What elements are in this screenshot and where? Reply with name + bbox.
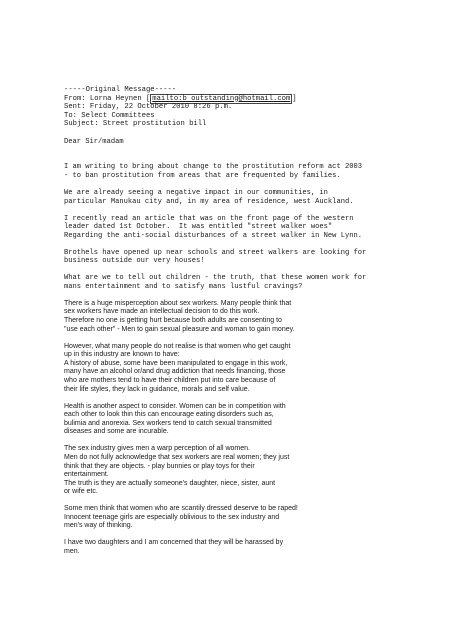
paragraph-line: Some men think that women who are scantily dressed deserve to be raped! <box>64 505 298 513</box>
paragraph <box>64 163 436 180</box>
to-line: To: Select Committees <box>64 111 155 120</box>
paragraph <box>64 189 436 206</box>
paragraph <box>64 274 436 291</box>
from-suffix: ] <box>292 94 297 103</box>
paragraph-line: Men do not fully acknowledge that sex workers are real women; they just <box>64 453 290 461</box>
paragraph-line: bulimia and anorexia. Sex workers tend to catch sexual transmitted <box>64 419 272 427</box>
paragraph-line: each other to look thin this can encourage eating disorders such as, <box>64 411 274 419</box>
from-prefix: From: Lorna Heynen [ <box>64 94 151 103</box>
paragraph-line: There is a huge misperception about sex workers. Many people think that <box>64 299 292 307</box>
paragraph-line: Regarding the anti-social disturbances of a street walker in New Lynn. <box>64 231 362 240</box>
paragraph-line: business outside our very houses! <box>64 257 205 266</box>
paragraph-line: I am writing to bring about change to the prostitution reform act 2003 <box>64 163 362 172</box>
paragraph <box>64 300 436 334</box>
sender-email-link[interactable]: mailto:b outstanding@hotmail.com <box>152 94 291 103</box>
paragraph <box>64 505 436 531</box>
paragraph <box>64 249 436 266</box>
paragraph-line: "use each other" - Men to gain sexual pleasure and woman to gain money. <box>64 325 295 333</box>
letter-body <box>64 163 436 556</box>
paragraph <box>64 403 436 437</box>
from-line <box>64 95 436 104</box>
paragraph-line: particular Manukau city and, in my area of residence, west Auckland. <box>64 197 354 206</box>
paragraph-line: up in this industry are known to have: <box>64 351 180 359</box>
paragraph-line: A history of abuse, some have been manipulated to engage in this work, <box>64 359 288 367</box>
paragraph-line: diseases and some are incurable. <box>64 428 169 436</box>
paragraph <box>64 343 436 395</box>
subject-line: Subject: Street prostitution bill <box>64 120 207 129</box>
original-message-divider: -----Original Message----- <box>64 86 177 94</box>
paragraph-line: - to ban prostitution from areas that are frequented by families. <box>64 171 341 180</box>
paragraph-line: We are already seeing a negative impact in our communities, in <box>64 188 328 197</box>
paragraph-line: leader dated 1st October. It was entitled "street walker woes" <box>64 223 333 232</box>
paragraph-line: who are mothers tend to have their children put into care because of <box>64 376 276 384</box>
paragraph-line: men. <box>64 548 80 556</box>
paragraph-line: their life styles, they lack in guidance, morals and self value. <box>64 385 250 393</box>
paragraph-line: The truth is they are actually someone's daughter, niece, sister, aunt <box>64 479 276 487</box>
email-document <box>64 86 436 565</box>
paragraph-line: men's way of thinking. <box>64 522 133 530</box>
paragraph-line: I have two daughters and I am concerned that they will be harassed by <box>64 539 284 547</box>
paragraph-line: What are we to tell out children - the truth, that these women work for <box>64 274 367 283</box>
paragraph-line: However, what many people do not realise is that women who get caught <box>64 342 291 350</box>
paragraph <box>64 215 436 241</box>
paragraph-line: Therefore no one is getting hurt because both adults are consenting to <box>64 317 282 325</box>
paragraph-line: entertainment. <box>64 471 109 479</box>
paragraph-line: The sex industry gives men a warp perception of all women. <box>64 445 250 453</box>
paragraph-line: Health is another aspect to consider. Women can be in competition with <box>64 402 286 410</box>
paragraph <box>64 445 436 497</box>
salutation: Dear Sir/madam <box>64 137 124 146</box>
paragraph-line: I recently read an article that was on the front page of the western <box>64 214 354 223</box>
paragraph-line: or wife etc. <box>64 488 98 496</box>
paragraph <box>64 539 436 556</box>
sent-line: Sent: Friday, 22 October 2010 8:26 p.m. <box>64 103 233 112</box>
paragraph-line: many have an alcohol or/and drug addiction that needs financing, those <box>64 368 286 376</box>
paragraph-line: Innocent teenage girls are especially oblivious to the sex industry and <box>64 513 280 521</box>
paragraph-line: mans entertainment and to satisfy mans lustful cravings? <box>64 282 303 291</box>
paragraph-line: sex workers have made an intellectual decision to do this work. <box>64 308 260 316</box>
paragraph-line: think that they are objects. - play bunnies or play toys for their <box>64 462 255 470</box>
paragraph-line: Brothels have opened up near schools and street walkers are looking for <box>64 248 367 257</box>
email-header <box>64 86 436 129</box>
